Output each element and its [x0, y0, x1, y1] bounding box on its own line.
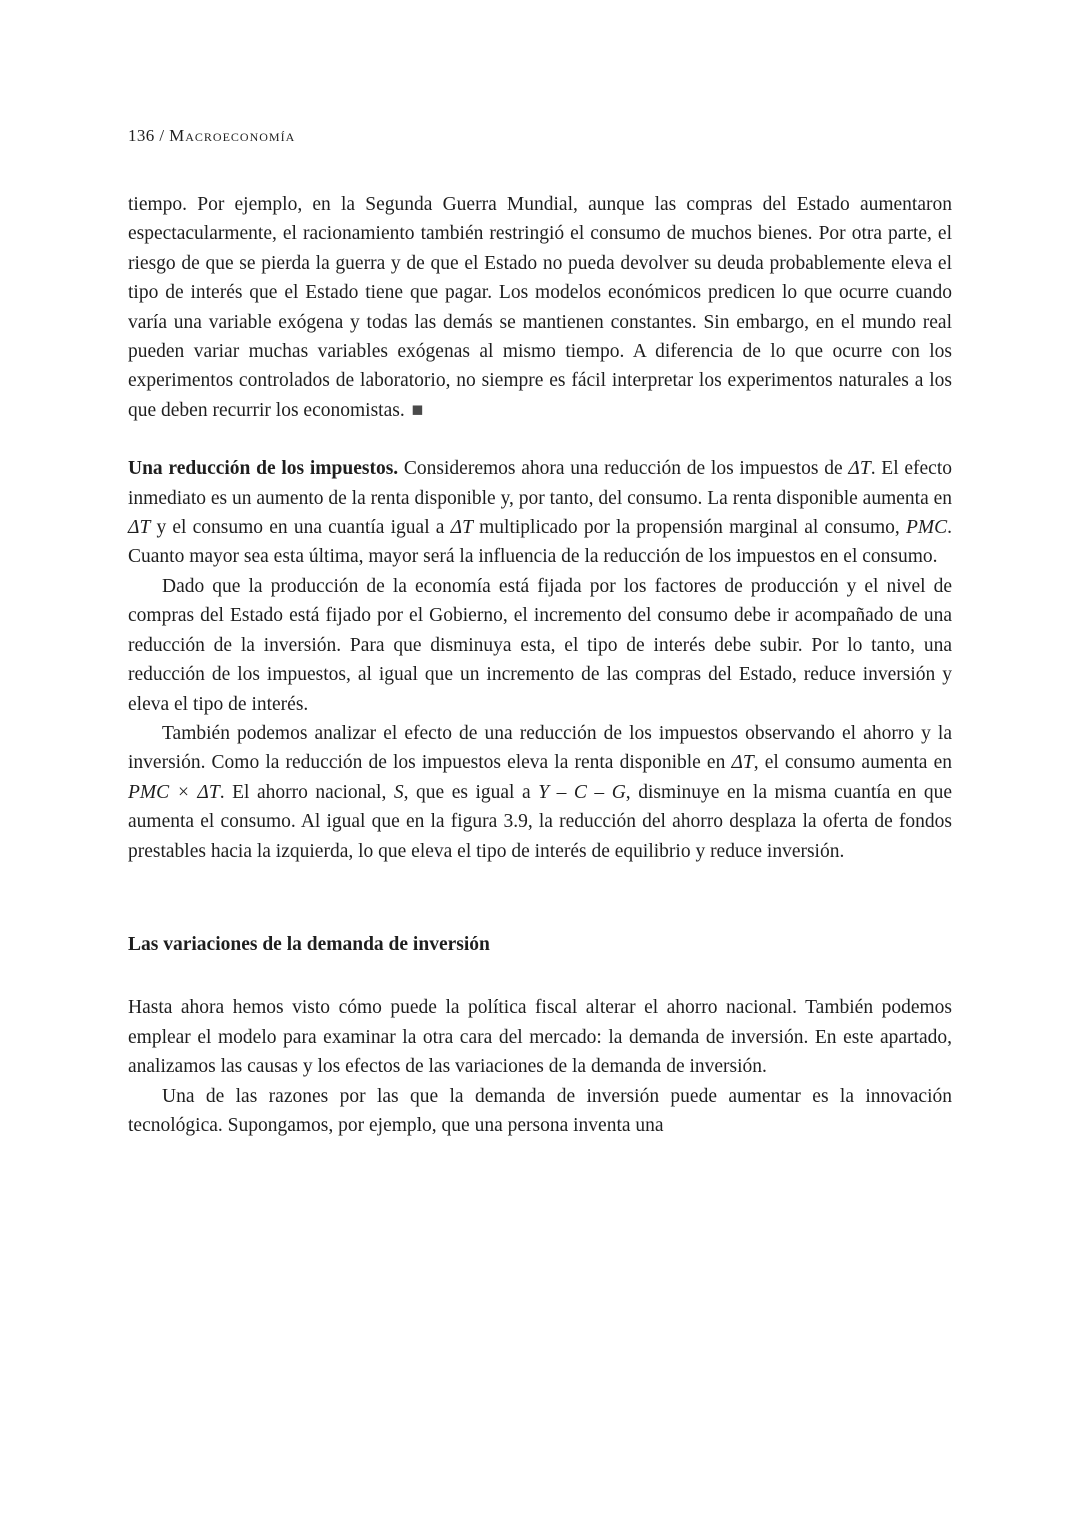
paragraph: Hasta ahora hemos visto cómo puede la política fiscal alterar el ahorro nacional. También podemos emplear el modelo para examinar la otra cara del mercado: la demanda de inversión. En este apartado, analizamos las causas y los efectos de las variaciones de la demanda de inversión.: [128, 997, 952, 1078]
paragraph: Dado que la producción de la economía está fijada por los factores de producción y el nivel de compras del Estado está fijado por el Gobierno, el incremento del consumo debe ir acompañado de una reducción de la inversión. Para que disminuya esta, el tipo de interés debe subir. Por lo tanto, una reducción de los impuestos, al igual que un incremento de las compras del Estado, reduce inversión y eleva el tipo de interés.: [128, 575, 952, 715]
paragraph: tiempo. Por ejemplo, en la Segunda Guerra Mundial, aunque las compras del Estado aumentaron espectacularmente, el racionamiento también restringió el consumo de muchos bienes. Por otra parte, el riesgo de que se pierda la guerra y de que el Estado no pueda devolver su deuda probablemente eleva el tipo de interés que el Estado tiene que pagar. Los modelos económicos predicen lo que ocurre cuando varía una variable exógena y todas las demás se mantienen constantes. Sin embargo, en el mundo real pueden variar muchas variables exógenas al mismo tiempo. A diferencia de lo que ocurre con los experimentos controlados de laboratorio, no siempre es fácil interpretar los experimentos naturales a los que deben recurrir los economistas. ■: [128, 194, 952, 421]
page-header: [128, 126, 952, 146]
paragraph: Una de las razones por las que la demanda de inversión puede aumentar es la innovación tecnológica. Supongamos, por ejemplo, que una persona inventa una: [128, 1085, 952, 1136]
page-number: 136: [128, 126, 155, 145]
page-body: [128, 190, 952, 1140]
paragraph: También podemos analizar el efecto de una reducción de los impuestos observando el ahorro y la inversión. Como la reducción de los impuestos eleva la renta disponible en ΔT, el consumo aumenta en PMC × ΔT. El ahorro nacional, S, que es igual a Y – C – G, disminuye en la misma cuantía en que aumenta el consumo. Al igual que en la figura 3.9, la reducción del ahorro desplaza la oferta de fondos prestables hacia la izquierda, lo que eleva el tipo de interés de equilibrio y reduce inversión.: [128, 722, 952, 862]
end-of-example-marker: ■: [411, 399, 424, 421]
book-title: Macroeconomía: [169, 126, 296, 145]
header-separator: /: [154, 126, 170, 145]
section-heading: Las variaciones de la demanda de inversión: [128, 933, 490, 955]
paragraph: Una reducción de los impuestos. Consideremos ahora una reducción de los impuestos de ΔT. El efecto inmediato es un aumento de la renta disponible y, por tanto, del consumo. La renta disponible aumenta en ΔT y el consumo en una cuantía igual a ΔT multiplicado por la propensión marginal al consumo, PMC. Cuanto mayor sea esta última, mayor será la influencia de la reducción de los impuestos en el consumo.: [128, 458, 953, 568]
